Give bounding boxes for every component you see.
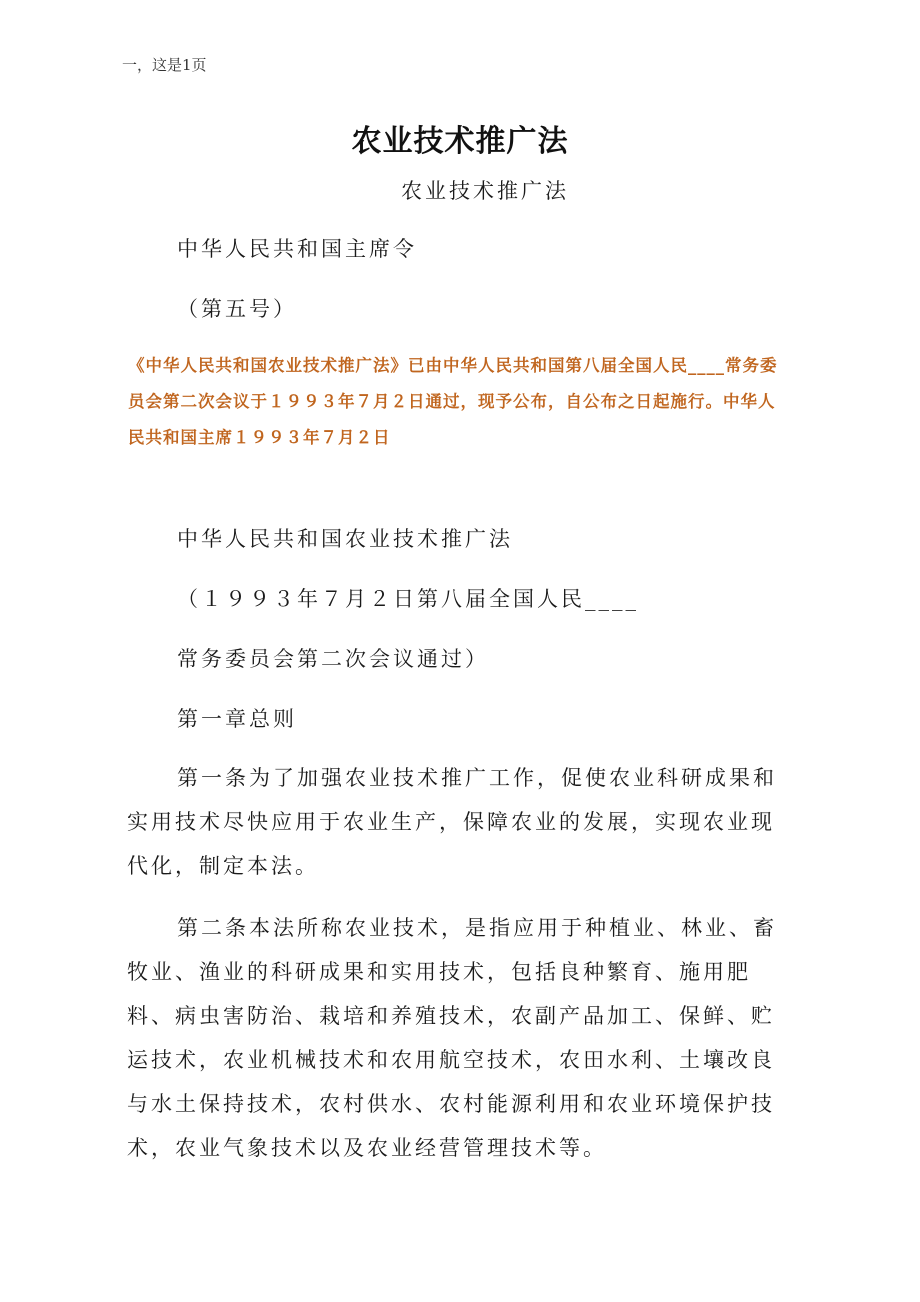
article-1: 第一条为了加强农业技术推广工作，促使农业科研成果和实用技术尽快应用于农业生产，保障农业的发展，实现农业现代化，制定本法。 xyxy=(127,766,777,878)
decree-number: （第五号） xyxy=(177,297,297,321)
article-2: 第二条本法所称农业技术，是指应用于种植业、林业、畜牧业、渔业的科研成果和实用技术，包括良种繁育、施用肥料、病虫害防治、栽培和养殖技术，农副产品加工、保鲜、贮运技术，农业机械技术和农用航空技术，农田水利、土壤改良与水土保持技术，农村供水、农村能源利用和农业环境保护技术，农业气象技术以及农业经营管理技术等。 xyxy=(127,916,777,1160)
decree-issuer: 中华人民共和国主席令 xyxy=(177,237,417,261)
adoption-note-line2: 常务委员会第二次会议通过） xyxy=(177,647,489,671)
document-subtitle: 农业技术推广法 xyxy=(401,179,569,203)
page-note: 一，这是1页 xyxy=(122,56,207,74)
chapter-heading: 第一章总则 xyxy=(177,707,297,731)
promulgation-announcement: 《中华人民共和国农业技术推广法》已由中华人民共和国第八届全国人民____常务委员会第二次会议于１９９３年７月２日通过，现予公布，自公布之日起施行。中华人民共和国主席１９９３年７月２日 xyxy=(128,356,778,447)
adoption-note-line1: （１９９３年７月２日第八届全国人民____ xyxy=(177,587,639,611)
law-title: 中华人民共和国农业技术推广法 xyxy=(177,527,513,551)
document-title: 农业技术推广法 xyxy=(351,124,569,159)
